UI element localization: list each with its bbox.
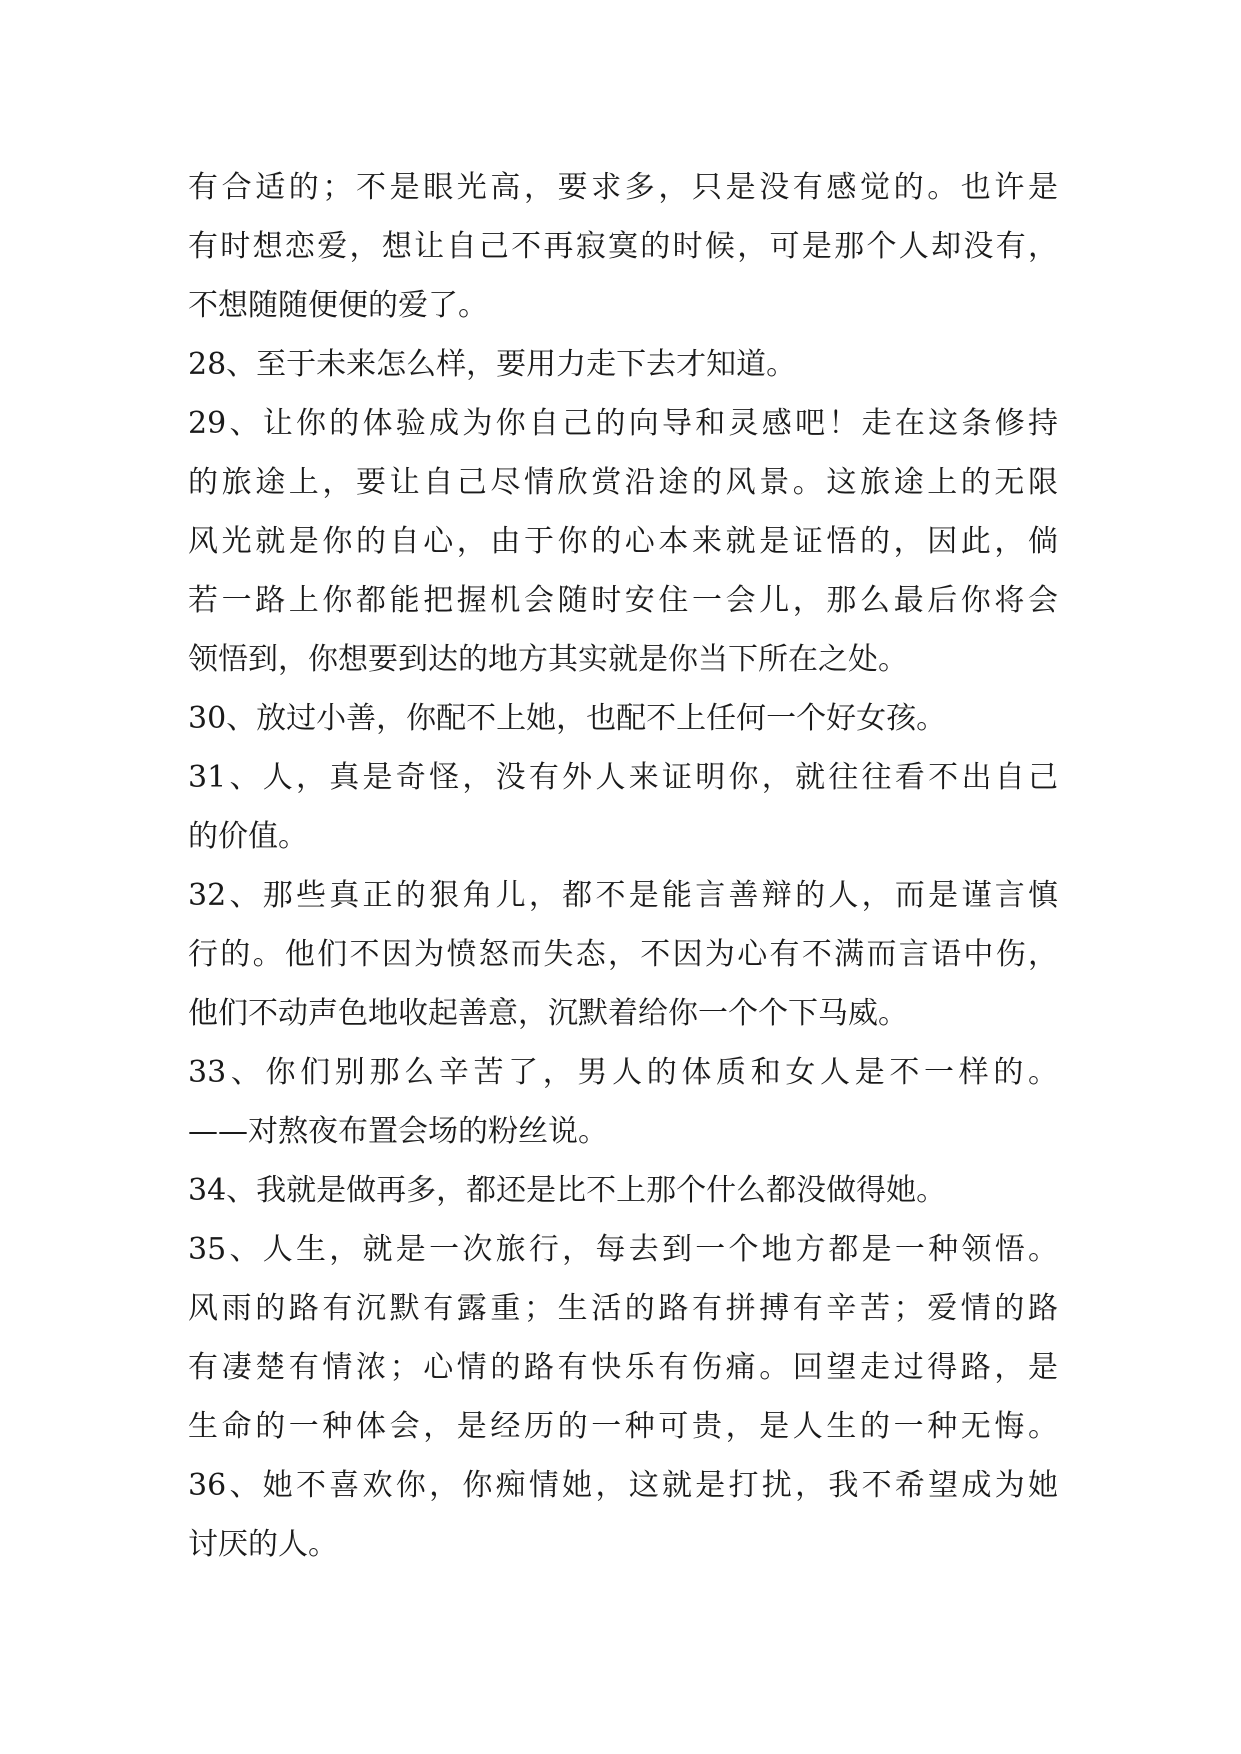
text-line: 风雨的路有沉默有露重；生活的路有拼搏有辛苦；爱情的路 bbox=[188, 1291, 1058, 1326]
text-line: 33、你们别那么辛苦了，男人的体质和女人是不一样的。 bbox=[188, 1055, 1058, 1090]
text-line: 讨厌的人。 bbox=[188, 1527, 338, 1562]
text-line: 34、我就是做再多，都还是比不上那个什么都没做得她。 bbox=[188, 1173, 947, 1208]
text-line: 行的。他们不因为愤怒而失态，不因为心有不满而言语中伤， bbox=[188, 937, 1058, 972]
text-line: 35、人生，就是一次旅行，每去到一个地方都是一种领悟。 bbox=[188, 1232, 1058, 1267]
text-line: 28、至于未来怎么样，要用力走下去才知道。 bbox=[188, 347, 797, 382]
text-line: 有时想恋爱，想让自己不再寂寞的时候，可是那个人却没有， bbox=[188, 229, 1058, 264]
text-line: 31、人，真是奇怪，没有外人来证明你，就往往看不出自己 bbox=[188, 760, 1058, 795]
text-line: 领悟到，你想要到达的地方其实就是你当下所在之处。 bbox=[188, 642, 908, 677]
text-line: 生命的一种体会，是经历的一种可贵，是人生的一种无悔。 bbox=[188, 1409, 1058, 1444]
text-line: 若一路上你都能把握机会随时安住一会儿，那么最后你将会 bbox=[188, 583, 1058, 618]
text-line: 的旅途上，要让自己尽情欣赏沿途的风景。这旅途上的无限 bbox=[188, 465, 1058, 500]
text-line: 风光就是你的自心，由于你的心本来就是证悟的，因此，倘 bbox=[188, 524, 1058, 559]
text-line: 有凄楚有情浓；心情的路有快乐有伤痛。回望走过得路，是 bbox=[188, 1350, 1058, 1385]
text-line: 30、放过小善，你配不上她，也配不上任何一个好女孩。 bbox=[188, 701, 947, 736]
text-line: 32、那些真正的狠角儿，都不是能言善辩的人，而是谨言慎 bbox=[188, 878, 1058, 913]
text-line: 36、她不喜欢你，你痴情她，这就是打扰，我不希望成为她 bbox=[188, 1468, 1058, 1503]
text-line: 不想随随便便的爱了。 bbox=[188, 288, 488, 323]
text-line: 29、让你的体验成为你自己的向导和灵感吧！走在这条修持 bbox=[188, 406, 1058, 441]
text-line: 他们不动声色地收起善意，沉默着给你一个个下马威。 bbox=[188, 996, 908, 1031]
text-line: 有合适的；不是眼光高，要求多，只是没有感觉的。也许是 bbox=[188, 170, 1058, 205]
text-line: 的价值。 bbox=[188, 819, 308, 854]
document-body bbox=[188, 158, 1058, 1574]
text-line: ——对熬夜布置会场的粉丝说。 bbox=[188, 1114, 608, 1149]
